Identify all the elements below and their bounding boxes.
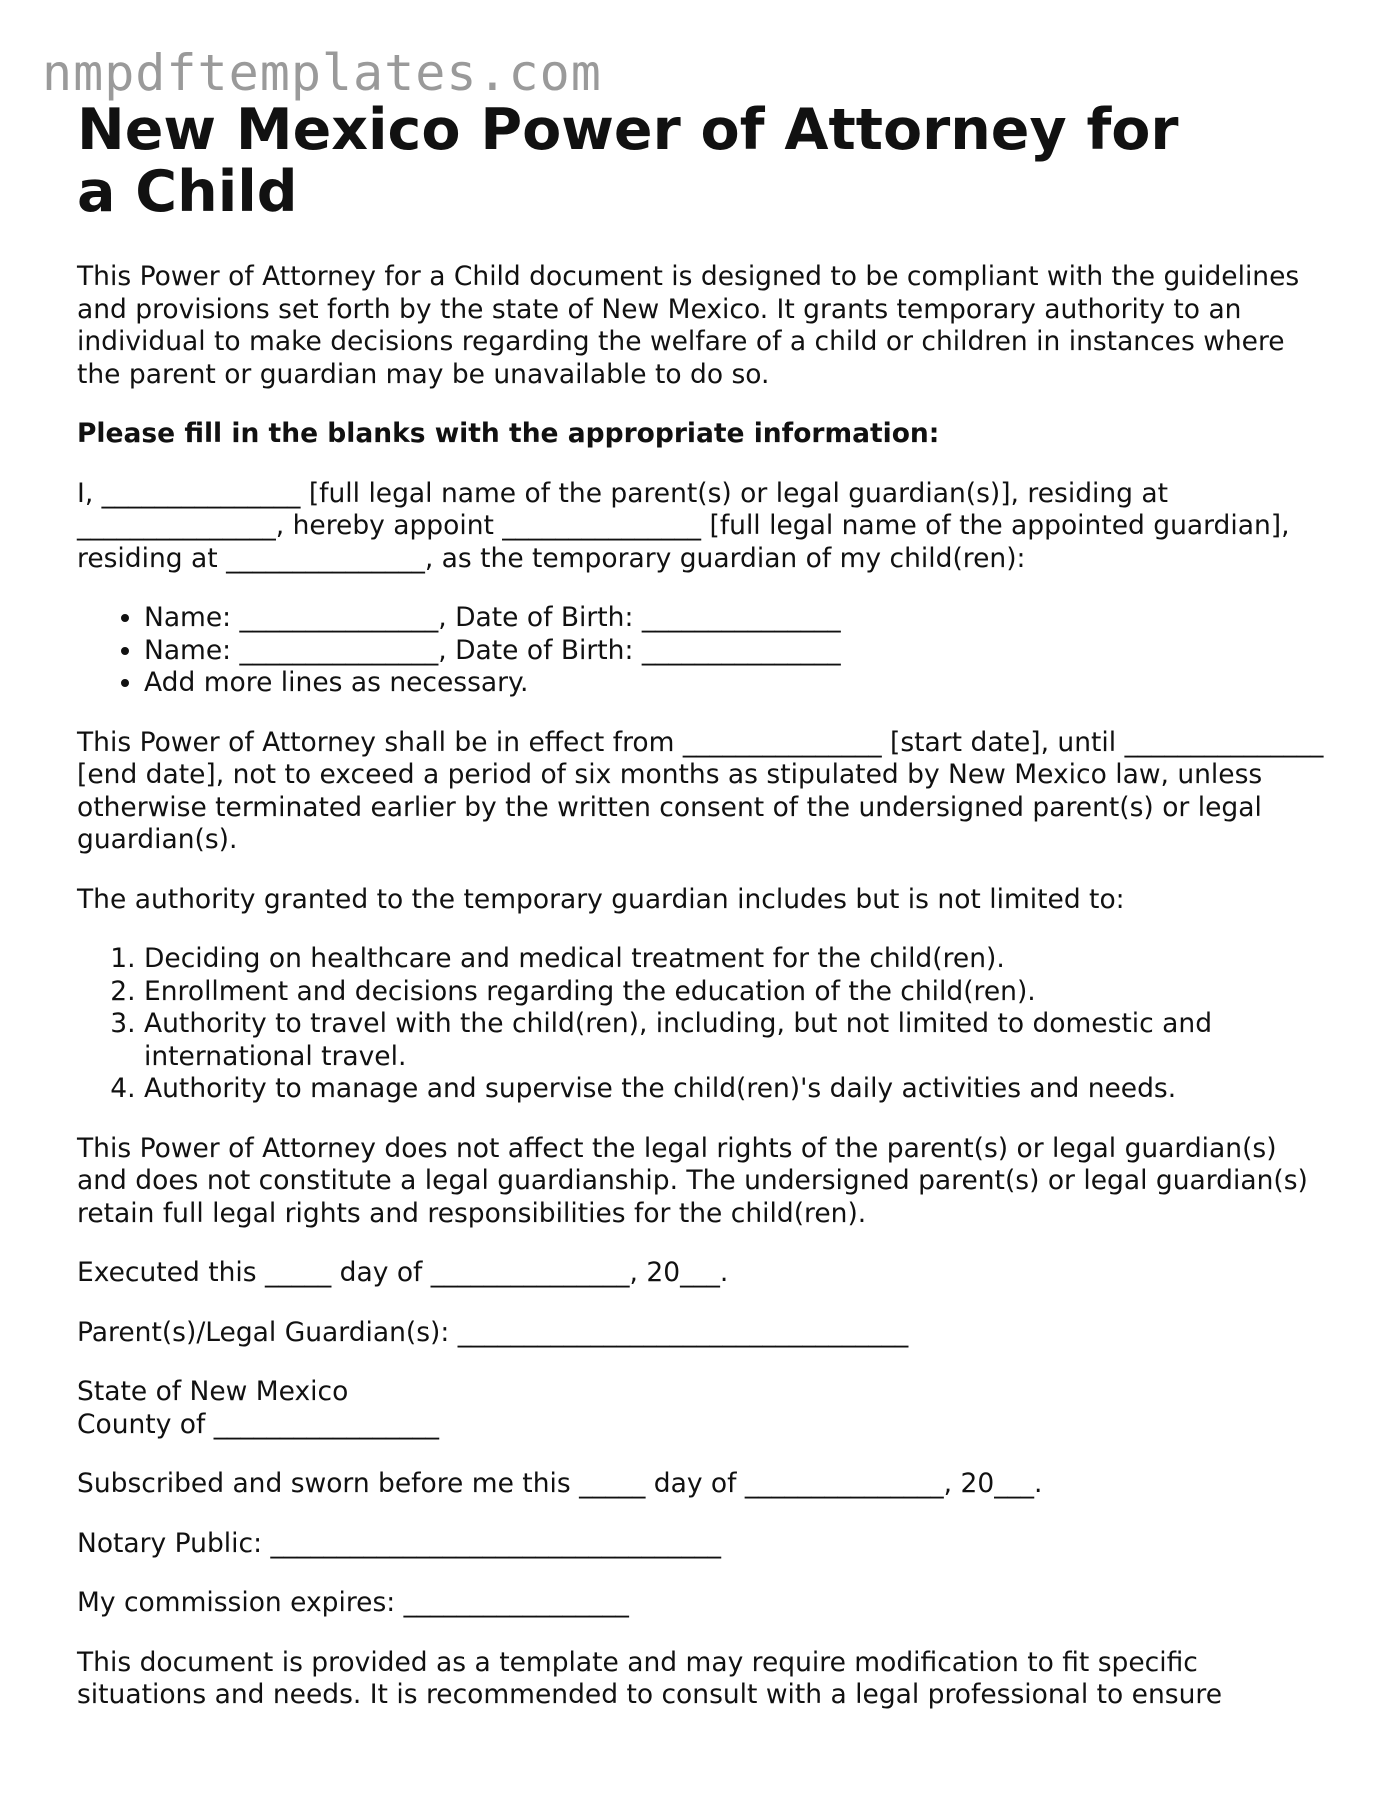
venue-block xyxy=(77,1376,1327,1441)
effective-period-paragraph: This Power of Attorney shall be in effect from _______________ [start date], until _______________ [end date], not to exceed a period of six months as stipulated by New Mexico law, unless otherwise terminated earlier by the written consent of the undersigned parent(s) or legal guardian(s). xyxy=(77,726,1324,855)
document-page xyxy=(77,99,1327,1739)
child-entry-note: • Add more lines as necessary. xyxy=(144,667,1327,700)
children-list xyxy=(77,602,1327,700)
signature-line: Parent(s)/Legal Guardian(s): __________________________________ xyxy=(77,1316,909,1348)
appointment-paragraph: I, _______________ [full legal name of the parent(s) or legal guardian(s)], residing at _______________, hereby appoint _______________ [full legal name of the appointed guardian], residing at _______________, as the temporary guardian of my child(ren): xyxy=(77,477,1290,574)
authorities-list xyxy=(77,943,1327,1106)
authority-intro: The authority granted to the temporary guardian includes but is not limited to: xyxy=(77,883,1125,915)
authority-item: 4. Authority to manage and supervise the child(ren)'s daily activities and needs. xyxy=(144,1073,1327,1106)
authority-item: 1. Deciding on healthcare and medical treatment for the child(ren). xyxy=(144,943,1327,976)
intro-paragraph: This Power of Attorney for a Child document is designed to be compliant with the guidelines and provisions set forth by the state of New Mexico. It grants temporary authority to an individual to make decisions regarding the welfare of a child or children in instances where the parent or guardian may be unavailable to do so. xyxy=(77,261,1300,390)
county-line: County of _________________ xyxy=(77,1408,440,1440)
state-line: State of New Mexico xyxy=(77,1376,349,1407)
sworn-line: Subscribed and sworn before me this _____ day of _______________, 20___. xyxy=(77,1468,1043,1499)
commission-line: My commission expires: _________________ xyxy=(77,1587,629,1618)
fill-instruction: Please fill in the blanks with the appropriate information: xyxy=(77,418,940,449)
child-entry: • Name: _______________, Date of Birth: _______________ xyxy=(144,635,1327,668)
disclaimer-paragraph: This document is provided as a template and may require modification to fit specific situations and needs. It is recommended to consult with a legal professional to ensure xyxy=(77,1646,1222,1710)
notary-line: Notary Public: __________________________________ xyxy=(77,1527,721,1559)
authority-item: 2. Enrollment and decisions regarding the education of the child(ren). xyxy=(144,976,1327,1009)
document-title: New Mexico Power of Attorney for a Child xyxy=(77,97,1179,225)
authority-item: 3. Authority to travel with the child(ren), including, but not limited to domestic and international travel. xyxy=(144,1008,1327,1073)
watermark: nmpdftemplates.com xyxy=(42,44,602,102)
child-entry: • Name: _______________, Date of Birth: _______________ xyxy=(144,602,1327,635)
executed-line: Executed this _____ day of _______________, 20___. xyxy=(77,1257,729,1288)
rights-paragraph: This Power of Attorney does not affect the legal rights of the parent(s) or legal guardian(s) and does not constitute a legal guardianship. The undersigned parent(s) or legal guardian(s) retain full legal rights and responsibilities for the child(ren). xyxy=(77,1132,1308,1229)
